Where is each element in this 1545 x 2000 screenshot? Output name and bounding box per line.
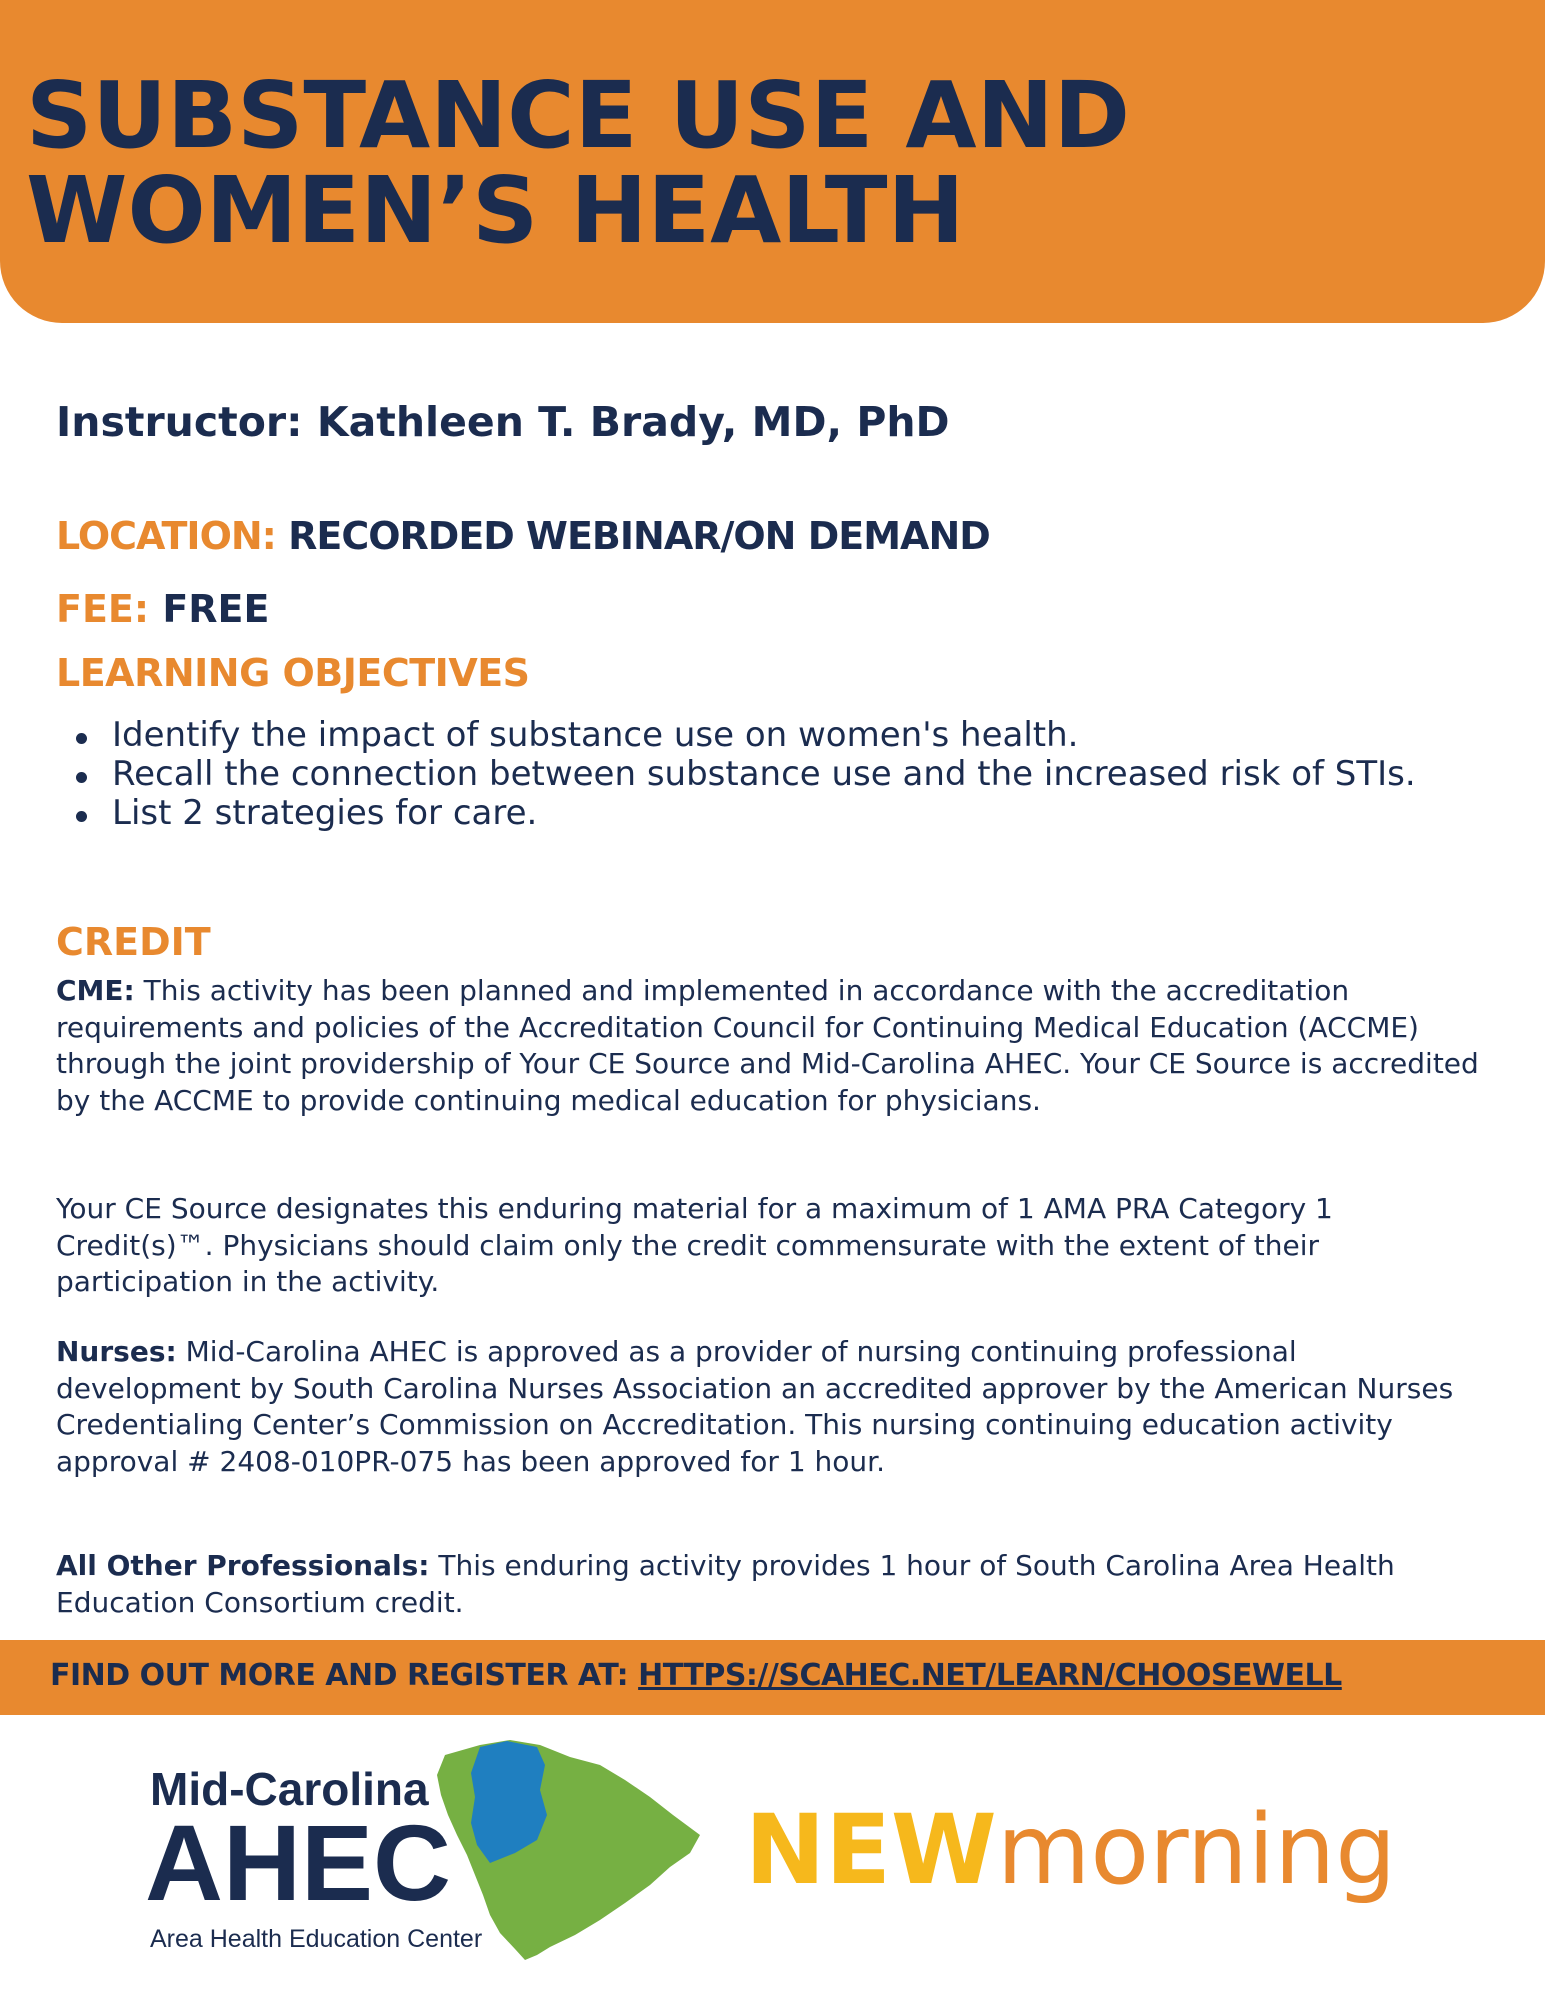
objectives-list xyxy=(56,716,1476,833)
cme-label: CME: xyxy=(56,974,135,1007)
mid-carolina-ahec-logo xyxy=(145,1735,725,1965)
cme-text: This activity has been planned and implemented in accordance with the accreditation requirements and policies of the Accreditation Council for Continuing Medical Education (ACCME) through the joint providership of Your CE Source and Mid-Carolina AHEC. Your CE Source is accredited by the ACCME to provide continuing medical education for physicians. xyxy=(56,974,1479,1117)
nurses-label: Nurses: xyxy=(56,1335,177,1368)
new-word: NEW xyxy=(745,1794,997,1906)
nurses-paragraph xyxy=(56,1334,1481,1480)
title-line-1: SUBSTANCE USE AND xyxy=(26,62,1130,169)
fee-label: FEE: xyxy=(56,587,150,631)
objective-item: Identify the impact of substance use on women's health. xyxy=(56,716,1476,755)
instructor: Instructor: Kathleen T. Brady, MD, PhD xyxy=(56,398,950,446)
new-morning-logo-text xyxy=(745,1794,1396,1906)
page-title xyxy=(26,62,1130,264)
ahec-line-2: AHEC xyxy=(145,1802,452,1923)
ahec-line-3: Area Health Education Center xyxy=(150,1925,483,1953)
register-bar xyxy=(0,1640,1545,1715)
objective-item: List 2 strategies for care. xyxy=(56,794,1476,833)
ahec-line-1: Mid-Carolina xyxy=(150,1763,429,1815)
register-text xyxy=(50,1658,1342,1693)
credit-heading: CREDIT xyxy=(56,920,211,964)
header-banner xyxy=(0,0,1545,323)
objectives-heading: LEARNING OBJECTIVES xyxy=(56,651,530,695)
designation-text: Your CE Source designates this enduring material for a maximum of 1 AMA PRA Category 1 Credit(s)™. Physicians should claim only the credit commensurate with the extent of their participation in the activity. xyxy=(56,1192,1333,1298)
location-line xyxy=(56,514,990,558)
objective-item: Recall the connection between substance use and the increased risk of STIs. xyxy=(56,755,1476,794)
cme-paragraph xyxy=(56,973,1481,1119)
title-line-2: WOMEN’S HEALTH xyxy=(26,157,965,264)
new-morning-logo xyxy=(745,1790,1425,1910)
others-text: This enduring activity provides 1 hour of South Carolina Area Health Education Consortium credit. xyxy=(56,1549,1395,1619)
designation-paragraph xyxy=(56,1191,1481,1301)
location-label: LOCATION: xyxy=(56,514,276,558)
other-professionals-paragraph xyxy=(56,1548,1481,1621)
register-label: FIND OUT MORE AND REGISTER AT: xyxy=(50,1658,629,1693)
nurses-text: Mid-Carolina AHEC is approved as a provider of nursing continuing professional development by South Carolina Nurses Association an accredited approver by the American Nurses Credentialing Center’s Commission on Accreditation. This nursing continuing education activity approval # 2408-010PR-075 has been approved for 1 hour. xyxy=(56,1335,1454,1478)
morning-word: morning xyxy=(996,1794,1397,1906)
fee-line xyxy=(56,587,269,631)
location-value: RECORDED WEBINAR/ON DEMAND xyxy=(288,514,990,558)
register-link[interactable]: HTTPS://SCAHEC.NET/LEARN/CHOOSEWELL xyxy=(638,1658,1342,1693)
fee-value: FREE xyxy=(162,587,270,631)
others-label: All Other Professionals: xyxy=(56,1549,430,1582)
